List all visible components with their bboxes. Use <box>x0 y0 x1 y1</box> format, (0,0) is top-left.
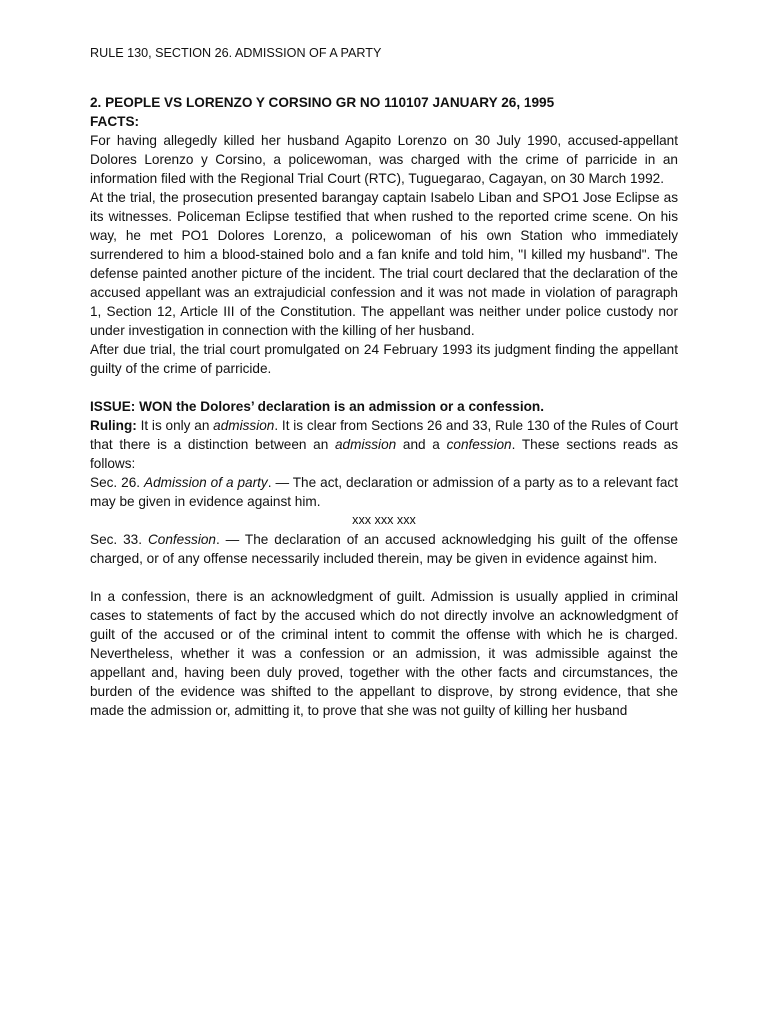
issue-heading: ISSUE: WON the Dolores’ declaration is an admission or a confession. <box>90 399 544 414</box>
section-26-prefix: Sec. 26. <box>90 475 145 490</box>
facts-paragraph-3: After due trial, the trial court promulgated on 24 February 1993 its judgment finding the appellant guilty of the crime of parricide. <box>90 342 678 376</box>
section-33-paragraph <box>90 530 678 568</box>
section-33-prefix: Sec. 33. <box>90 532 148 547</box>
ruling-confession-term: confession <box>446 437 512 452</box>
section-26-text: . — The act, declaration or admission of a party as to a relevant fact may be given in evidence against him. <box>90 475 678 509</box>
ruling-text-2: . It is clear from Sections 26 and 33, Rule 130 of the Rules of Court that there is a distinction between an <box>90 418 678 452</box>
ruling-label: Ruling: <box>90 418 137 433</box>
spacer <box>90 568 678 587</box>
conclusion-paragraph: In a confession, there is an acknowledgment of guilt. Admission is usually applied in criminal cases to statements of fact by the accused which do not directly involve an acknowledgment of guilt of the accused or of the criminal intent to commit the offense with which he is charged. Nevertheless, whether it was a confession or an admission, it was admissible against the appellant and, having been duly proved, together with the other facts and circumstances, the burden of the evidence was shifted to the appellant to disprove, by strong evidence, that she made the admission or, admitting it, to prove that she was not guilty of killing her husband <box>90 589 678 718</box>
ruling-paragraph <box>90 416 678 473</box>
ruling-text-3: and a <box>396 437 447 452</box>
ruling-text-1: It is only an <box>136 418 214 433</box>
ruling-admission-term-2: admission <box>335 437 397 452</box>
ellipsis-separator: xxx xxx xxx <box>352 513 416 527</box>
section-33-title: Confession <box>147 532 216 547</box>
document-page <box>90 44 678 720</box>
ruling-text-4: . These sections reads as follows: <box>90 437 678 471</box>
section-26-title: Admission of a party <box>144 475 268 490</box>
ruling-admission-term: admission <box>213 418 275 433</box>
facts-paragraph-1: For having allegedly killed her husband Agapito Lorenzo on 30 July 1990, accused-appellant Dolores Lorenzo y Corsino, a policewoman, was charged with the crime of parricide in an information filed with the Regional Trial Court (RTC), Tuguegarao, Cagayan, on 30 March 1992. <box>90 133 678 186</box>
spacer <box>90 378 678 397</box>
document-header: RULE 130, SECTION 26. ADMISSION OF A PARTY <box>90 46 382 60</box>
facts-label: FACTS: <box>90 114 140 129</box>
facts-paragraph-2: At the trial, the prosecution presented barangay captain Isabelo Liban and SPO1 Jose Eclipse as its witnesses. Policeman Eclipse testified that when rushed to the reported crime scene. On his way, he met PO1 Dolores Lorenzo, a policewoman of his own Station who immediately surrendered to him a blood-stained bolo and a fan knife and told him, "I killed my husband". The defense painted another picture of the incident. The trial court declared that the declaration of the accused appellant was an extrajudicial confession and it was not made in violation of paragraph 1, Section 12, Article III of the Constitution. The appellant was neither under police custody nor under investigation in connection with the killing of her husband. <box>90 190 678 338</box>
case-title: 2. PEOPLE VS LORENZO Y CORSINO GR NO 110107 JANUARY 26, 1995 <box>90 95 555 110</box>
section-26-paragraph <box>90 473 678 511</box>
section-33-text: . — The declaration of an accused acknowledging his guilt of the offense charged, or of any offense necessarily included therein, may be given in evidence against him. <box>90 532 678 566</box>
